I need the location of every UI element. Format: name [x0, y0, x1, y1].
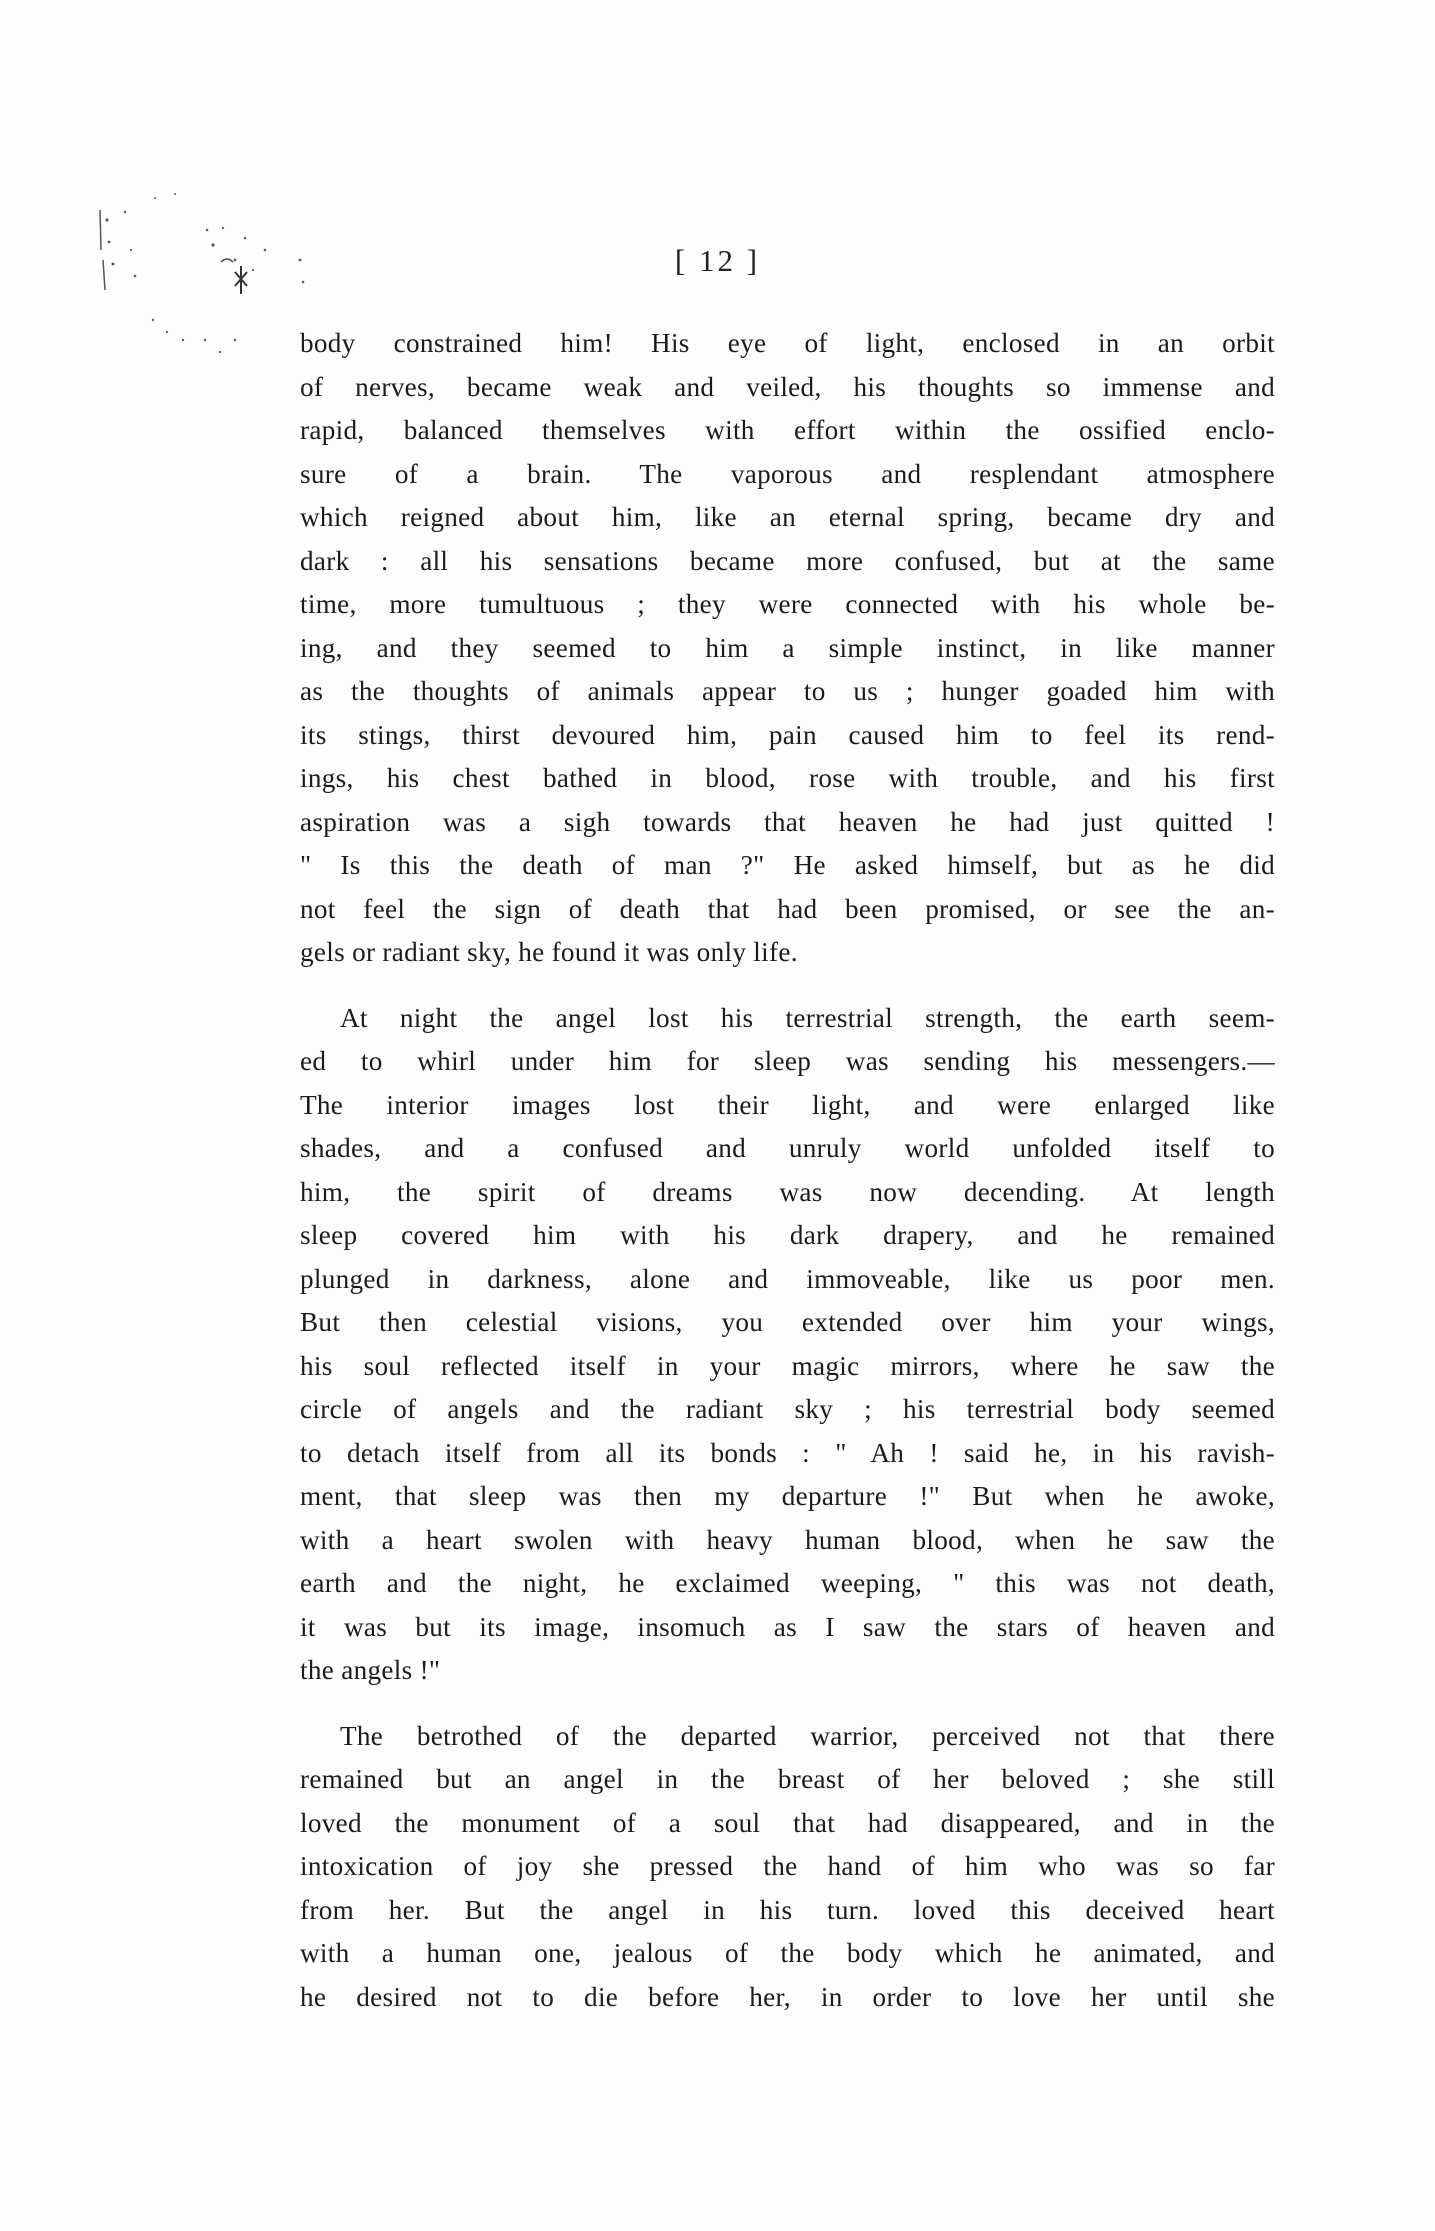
text-line: plunged in darkness, alone and immoveable, like us poor men. — [300, 1263, 1275, 1294]
text-line: shades, and a confused and unruly world unfolded itself to — [300, 1133, 1275, 1163]
text-line: with a human one, jealous of the body which he animated, and — [300, 1938, 1275, 1968]
text-line: remained but an angel in the breast of her beloved ; she still — [300, 1764, 1275, 1794]
text-line: But then celestial visions, you extended over him your wings, — [300, 1307, 1275, 1337]
text-line: the angels !" — [300, 1655, 441, 1685]
text-line: its stings, thirst devoured him, pain caused him to feel its rend- — [300, 719, 1275, 750]
text-line: ing, and they seemed to him a simple instinct, in like manner — [300, 632, 1275, 663]
text-line: body constrained him! His eye of light, enclosed in an orbit — [300, 328, 1275, 358]
text-line: not feel the sign of death that had been promised, or see the an- — [300, 893, 1275, 924]
text-line: sleep covered him with his dark drapery, and he remained — [300, 1220, 1275, 1250]
text-line: The interior images lost their light, and were enlarged like — [300, 1089, 1275, 1120]
text-line: time, more tumultuous ; they were connected with his whole be- — [300, 589, 1275, 619]
text-line: ment, that sleep was then my departure !" But when he awoke, — [300, 1481, 1275, 1511]
text-line: At night the angel lost his terrestrial strength, the earth seem- — [340, 1002, 1275, 1033]
text-line: it was but its image, insomuch as I saw the stars of heaven and — [300, 1611, 1275, 1642]
paragraph-3 — [300, 1715, 1275, 2020]
text-line: circle of angels and the radiant sky ; his terrestrial body seemed — [300, 1394, 1275, 1424]
text-line: with a heart swolen with heavy human blood, when he saw the — [300, 1524, 1275, 1555]
text-line: earth and the night, he exclaimed weeping, " this was not death, — [300, 1568, 1275, 1598]
text-line: intoxication of joy she pressed the hand of him who was so far — [300, 1851, 1275, 1881]
text-line: sure of a brain. The vaporous and resplendant atmosphere — [300, 458, 1275, 489]
text-line: gels or radiant sky, he found it was only life. — [300, 937, 798, 967]
body-text — [300, 322, 1275, 2019]
text-line: aspiration was a sigh towards that heaven he had just quitted ! — [300, 806, 1275, 837]
paragraph-1 — [300, 322, 1275, 975]
page-number: [ 12 ] — [674, 243, 761, 278]
text-line: dark : all his sensations became more confused, but at the same — [300, 545, 1275, 576]
text-line: as the thoughts of animals appear to us ; hunger goaded him with — [300, 676, 1275, 706]
text-line: to detach itself from all its bonds : " Ah ! said he, in his ravish- — [300, 1437, 1275, 1468]
text-line: his soul reflected itself in your magic mirrors, where he saw the — [300, 1350, 1275, 1381]
text-line: rapid, balanced themselves with effort within the ossified enclo- — [300, 415, 1275, 445]
text-line: from her. But the angel in his turn. loved this deceived heart — [300, 1894, 1275, 1925]
text-line: ed to whirl under him for sleep was sending his messengers.— — [300, 1046, 1275, 1076]
text-line: loved the monument of a soul that had disappeared, and in the — [300, 1807, 1275, 1838]
paragraph-2 — [300, 997, 1275, 1693]
text-line: " Is this the death of man ?" He asked himself, but as he did — [300, 850, 1275, 880]
text-line: The betrothed of the departed warrior, perceived not that there — [340, 1720, 1275, 1751]
text-line: which reigned about him, like an eternal spring, became dry and — [300, 502, 1275, 532]
text-line: him, the spirit of dreams was now decending. At length — [300, 1176, 1275, 1207]
text-line: ings, his chest bathed in blood, rose with trouble, and his first — [300, 763, 1275, 793]
text-line: he desired not to die before her, in order to love her until she — [300, 1981, 1275, 2012]
text-line: of nerves, became weak and veiled, his thoughts so immense and — [300, 371, 1275, 402]
